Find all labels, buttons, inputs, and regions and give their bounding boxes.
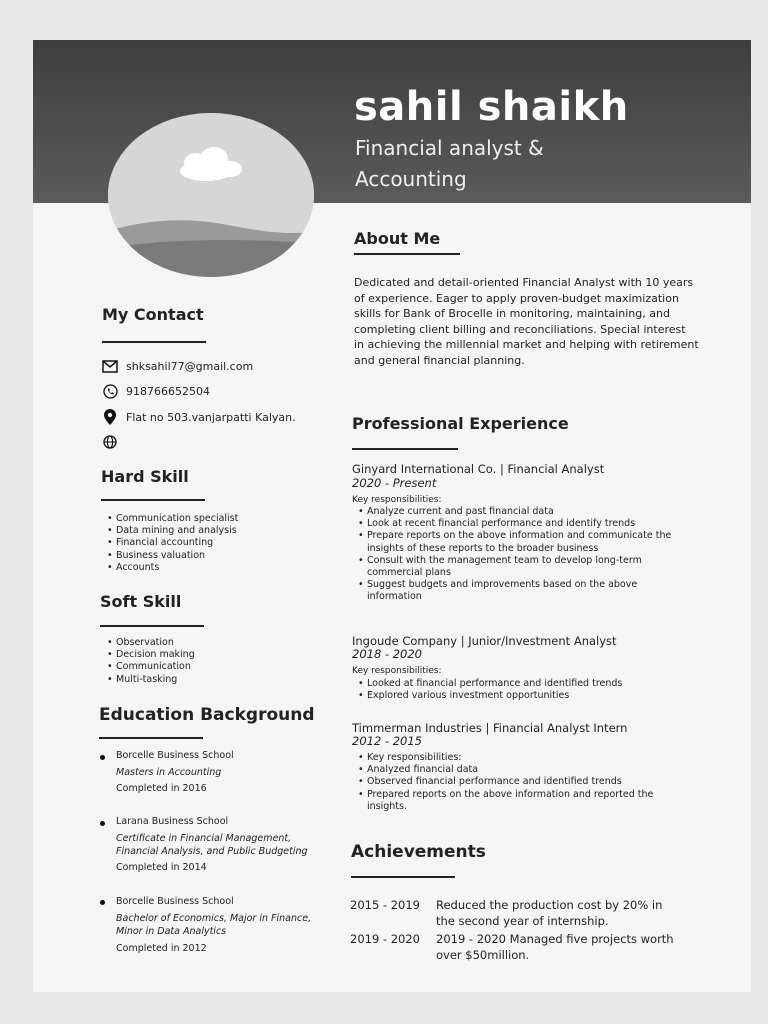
list-item: • Consult with the management team to develop long-term commercial plans	[358, 555, 688, 579]
about-heading: About Me	[354, 229, 441, 248]
education-heading: Education Background	[99, 705, 315, 725]
edu-completed: Completed in 2014	[116, 862, 207, 873]
list-item: • Financial accounting	[107, 537, 238, 549]
resume-page	[33, 40, 751, 992]
achievement-row	[350, 931, 676, 963]
edu-completed: Completed in 2012	[116, 943, 207, 954]
profile-photo	[108, 113, 314, 277]
about-text: Dedicated and detail-oriented Financial Analyst with 10 years of experience. Eager to apply proven-budget maximization skills for Bank of Brocelle in monitoring, maintaining, and completing client billing and reconciliations. Special interest in achieving the millennial market and helping with retirement and general financial planning.	[354, 276, 699, 367]
list-item: • Explored various investment opportunities	[358, 690, 688, 702]
job-title: Ingoude Company | Junior/Investment Analyst	[352, 634, 617, 648]
soft-skill-rule	[100, 625, 204, 627]
achievements-heading: Achievements	[351, 842, 486, 862]
job-resp-label: Key responsibilities:	[352, 495, 442, 505]
achievement-row	[350, 897, 676, 929]
contact-website	[102, 434, 126, 450]
list-item: • Key responsibilities:	[358, 752, 688, 764]
phone-icon	[102, 383, 118, 399]
achievement-years: 2015 - 2019	[350, 898, 420, 912]
candidate-title: Financial analyst & Accounting	[355, 136, 544, 191]
about-rule	[354, 253, 460, 255]
contact-email	[102, 358, 253, 374]
globe-icon[interactable]	[102, 434, 118, 450]
list-item: • Observed financial performance and identified trends	[358, 776, 688, 788]
contact-rule	[102, 341, 206, 343]
edu-completed: Completed in 2016	[116, 783, 207, 794]
soft-skill-heading: Soft Skill	[100, 592, 182, 611]
hard-skill-heading: Hard Skill	[101, 467, 189, 486]
achievement-text: Reduced the production cost by 20% in the second year of internship.	[436, 898, 663, 928]
email-text[interactable]: shksahil77@gmail.com	[126, 359, 254, 373]
address-text: Flat no 503.vanjarpatti Kalyan.	[126, 410, 296, 424]
job-resp-label: Key responsibilities:	[352, 666, 442, 676]
list-item: • Communication	[107, 661, 195, 673]
achievements-rule	[351, 876, 455, 878]
experience-rule	[352, 448, 458, 450]
list-item: • Business valuation	[107, 550, 238, 562]
list-item: • Observation	[107, 637, 195, 649]
list-item: • Communication specialist	[107, 513, 238, 525]
edu-school: Borcelle Business School	[116, 896, 234, 907]
bullet-dot	[100, 821, 105, 826]
list-item: • Suggest budgets and improvements based on the above information	[358, 579, 688, 603]
bullet-dot	[100, 900, 105, 905]
edu-degree: Certificate in Financial Management, Financial Analysis, and Public Budgeting	[116, 833, 308, 857]
list-item: • Analyzed financial data	[358, 764, 688, 776]
edu-degree: Bachelor of Economics, Major in Finance, Minor in Data Analytics	[116, 913, 312, 937]
edu-degree: Masters in Accounting	[116, 767, 222, 778]
hard-skill-list	[107, 513, 238, 574]
job-period: 2018 - 2020	[352, 647, 422, 661]
job-period: 2012 - 2015	[352, 734, 422, 748]
achievement-years: 2019 - 2020	[350, 932, 420, 946]
contact-heading: My Contact	[102, 305, 204, 324]
list-item: • Data mining and analysis	[107, 525, 238, 537]
job-title: Ginyard International Co. | Financial Analyst	[352, 462, 605, 476]
list-item: • Accounts	[107, 562, 238, 574]
education-rule	[99, 737, 203, 739]
mail-icon	[102, 358, 118, 374]
list-item: • Look at recent financial performance and identify trends	[358, 518, 688, 530]
soft-skill-list	[107, 637, 195, 686]
experience-heading: Professional Experience	[352, 414, 569, 433]
contact-phone	[102, 383, 210, 399]
location-pin-icon	[102, 409, 118, 425]
list-item: • Prepare reports on the above information and communicate the insights of these reports to the broader business	[358, 530, 688, 554]
list-item: • Looked at financial performance and identified trends	[358, 678, 688, 690]
list-item: • Multi-tasking	[107, 674, 195, 686]
phone-text[interactable]: 918766652504	[126, 384, 210, 398]
candidate-name: sahil shaikh	[354, 84, 629, 130]
job-title: Timmerman Industries | Financial Analyst Intern	[352, 721, 628, 735]
achievement-text: 2019 - 2020 Managed five projects worth over $50million.	[436, 932, 674, 962]
landscape-image	[108, 113, 314, 277]
edu-school: Larana Business School	[116, 816, 229, 827]
bullet-dot	[100, 755, 105, 760]
edu-school: Borcelle Business School	[116, 750, 234, 761]
job-resp-list	[358, 752, 688, 813]
job-period: 2020 - Present	[352, 476, 437, 490]
list-item: • Prepared reports on the above information and reported the insights.	[358, 789, 688, 813]
job-resp-list	[358, 678, 688, 702]
list-item: • Analyze current and past financial data	[358, 506, 688, 518]
hard-skill-rule	[101, 499, 205, 501]
job-resp-list	[358, 506, 688, 604]
list-item: • Decision making	[107, 649, 195, 661]
contact-address	[102, 409, 296, 425]
